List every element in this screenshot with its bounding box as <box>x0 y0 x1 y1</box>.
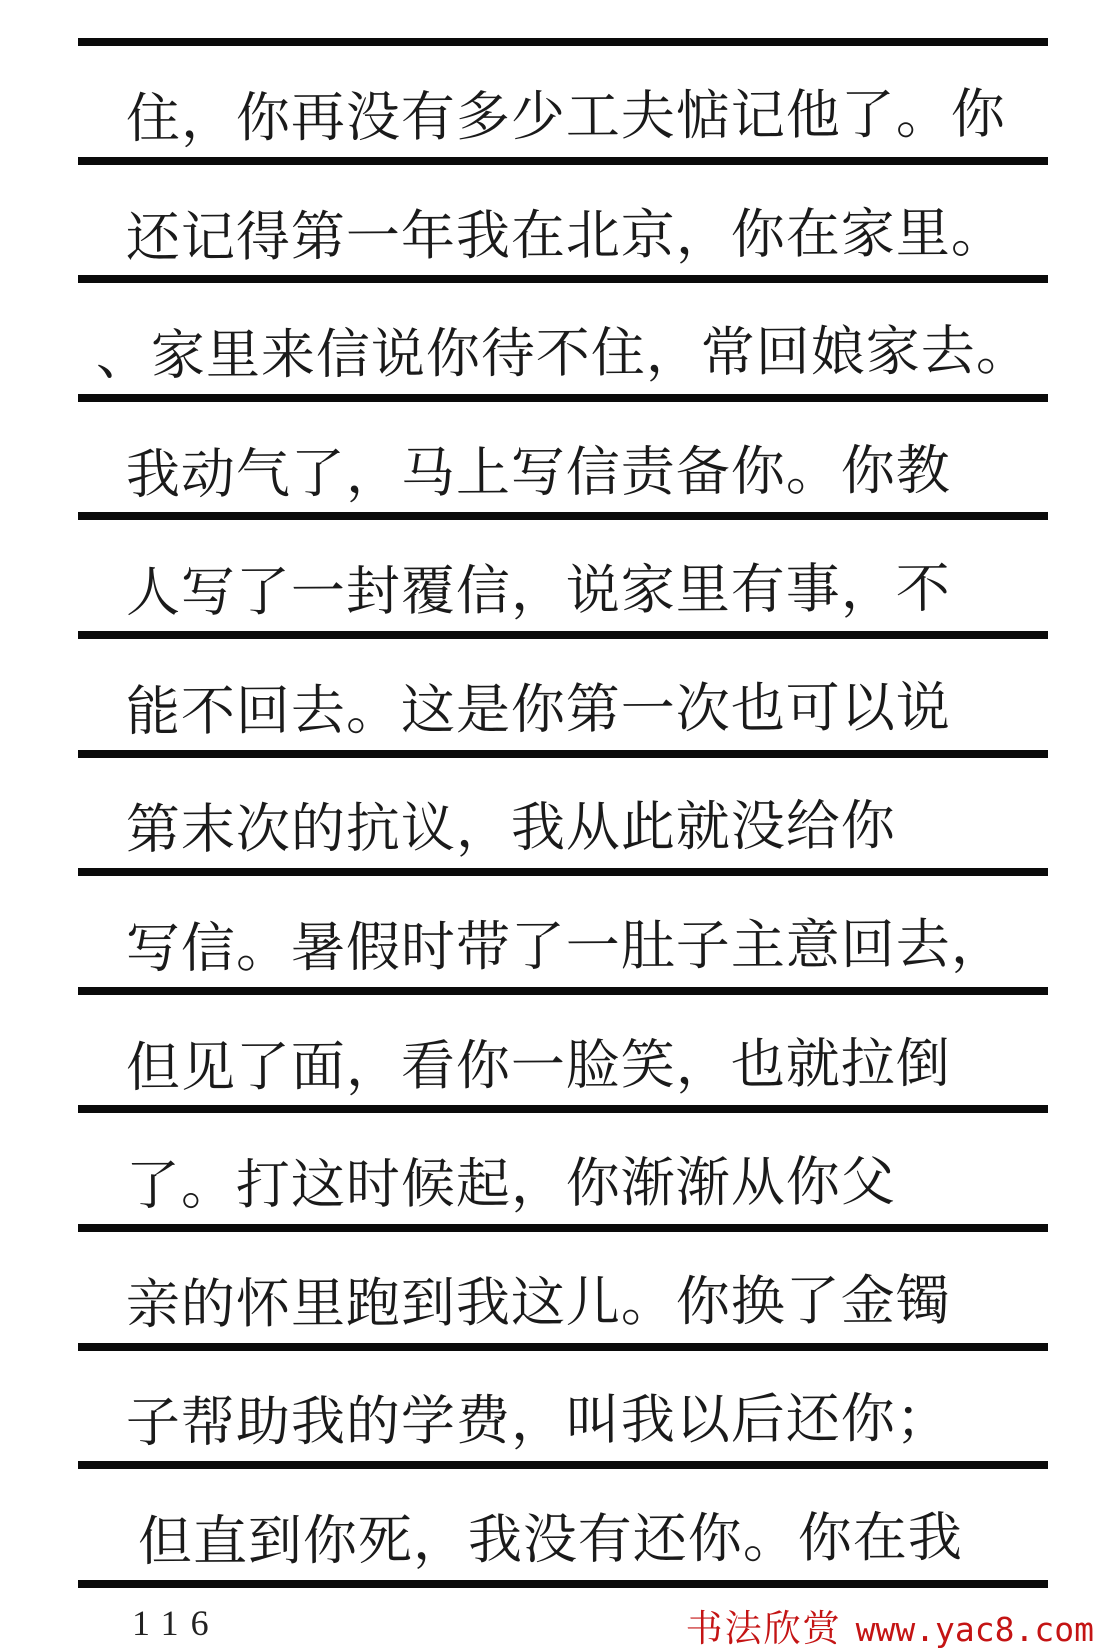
handwritten-line: 第末次的抗议，我从此就没给你 <box>125 794 897 862</box>
handwritten-line: 住，你再没有多少工夫惦记他了。你 <box>125 82 1007 150</box>
handwritten-line: 、家里来信说你待不住，常回娘家去。 <box>95 319 1031 388</box>
handwritten-line: 了。打这时候起，你渐渐从你父 <box>125 1150 897 1218</box>
handwritten-line: 还记得第一年我在北京，你在家里。 <box>125 200 1007 269</box>
handwritten-line: 亲的怀里跑到我这儿。你换了金镯 <box>125 1268 952 1336</box>
site-watermark <box>686 1598 1094 1651</box>
manuscript-row <box>78 987 1048 1106</box>
handwritten-line: 但直到你死，我没有还你。你在我 <box>137 1505 964 1574</box>
manuscript-row <box>78 631 1048 750</box>
manuscript-row <box>78 38 1048 157</box>
manuscript-row <box>78 275 1048 394</box>
handwritten-line: 写信。暑假时带了一肚子主意回去， <box>125 912 1007 981</box>
handwritten-line: 子帮助我的学费，叫我以后还你； <box>125 1387 952 1455</box>
ruled-manuscript-sheet <box>78 38 1048 1588</box>
manuscript-row <box>78 750 1048 869</box>
page-number: 116 <box>132 1603 221 1643</box>
watermark-site-name: 书法欣赏 <box>685 1609 842 1650</box>
manuscript-row <box>78 394 1048 513</box>
handwritten-line: 人写了一封覆信，说家里有事，不 <box>125 556 952 625</box>
manuscript-row <box>78 1343 1048 1462</box>
manuscript-row <box>78 1105 1048 1224</box>
manuscript-row <box>78 1224 1048 1343</box>
handwritten-line: 我动气了，马上写信责备你。你教 <box>125 438 952 506</box>
handwritten-line: 能不回去。这是你第一次也可以说 <box>125 675 952 743</box>
watermark-url: www.yac8.com <box>855 1610 1094 1649</box>
handwritten-line: 但见了面，看你一脸笑，也就拉倒 <box>125 1031 952 1099</box>
manuscript-row <box>78 157 1048 276</box>
manuscript-row <box>78 1461 1048 1580</box>
manuscript-row <box>78 512 1048 631</box>
manuscript-row <box>78 868 1048 987</box>
